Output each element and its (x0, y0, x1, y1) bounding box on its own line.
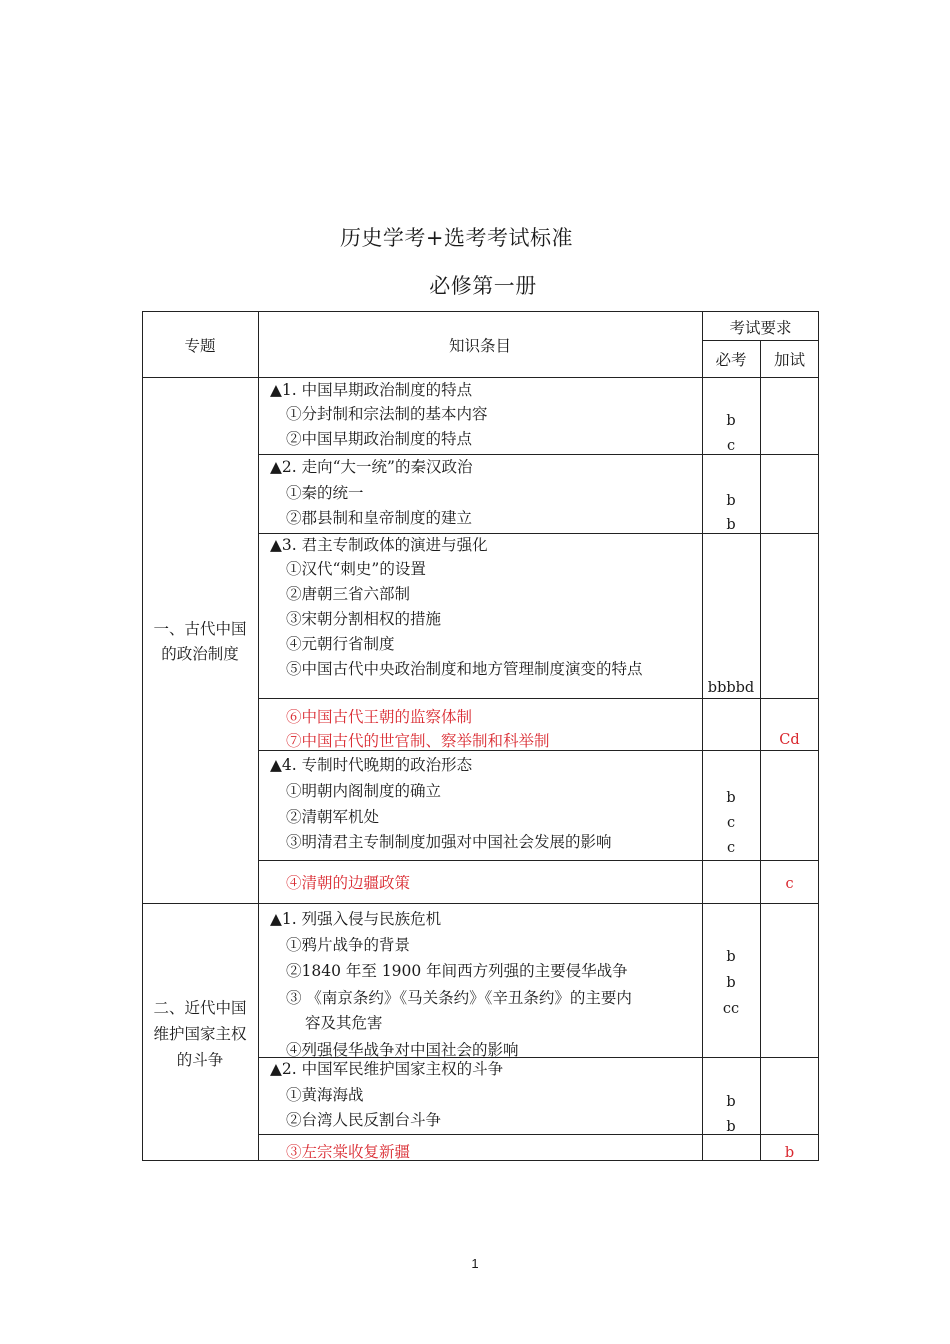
column-divider (760, 340, 761, 1161)
header-bottom (142, 377, 819, 378)
extra-value: Cd (779, 732, 800, 748)
extra-item: ⑦中国古代的世官制、察举制和科举制 (286, 732, 550, 750)
header-requirement: 考试要求 (729, 319, 792, 337)
extra-item: ③左宗棠收复新疆 (286, 1143, 411, 1161)
row-heading: ▲3. 君主专制政体的演进与强化 (270, 536, 488, 554)
page-number: 1 (471, 1256, 479, 1271)
row-item: 容及其危害 (305, 1014, 383, 1032)
section-topic: 的政治制度 (161, 645, 239, 663)
row-item: ①分封制和宗法制的基本内容 (286, 405, 488, 423)
row-item: ③宋朝分割相权的措施 (286, 610, 442, 628)
row-divider (258, 860, 819, 861)
section-topic: 维护国家主权 (153, 1025, 247, 1043)
required-value: b (726, 413, 736, 429)
header-topic: 专题 (184, 337, 216, 355)
row-item: ②1840 年至 1900 年间西方列强的主要侵华战争 (286, 962, 628, 980)
row-item: ②清朝军机处 (286, 808, 380, 826)
row-item: ⑤中国古代中央政治制度和地方管理制度演变的特点 (286, 660, 643, 678)
row-item: ②中国早期政治制度的特点 (286, 430, 473, 448)
row-heading: ▲1. 中国早期政治制度的特点 (270, 381, 473, 399)
row-item: ②台湾人民反割台斗争 (286, 1111, 442, 1129)
row-item: ②郡县制和皇帝制度的建立 (286, 509, 473, 527)
required-value: c (726, 438, 736, 454)
row-item: ①黄海海战 (286, 1086, 364, 1104)
extra-value: c (785, 876, 794, 892)
required-value: b (726, 790, 736, 806)
row-item: ①明朝内阁制度的确立 (286, 782, 442, 800)
row-item: ④列强侵华战争对中国社会的影响 (286, 1041, 519, 1059)
document-title: 历史学考+选考考试标准 (339, 226, 574, 250)
row-item: ①汉代“刺史”的设置 (286, 560, 426, 578)
row-heading: ▲1. 列强入侵与民族危机 (270, 910, 442, 928)
required-value: c (726, 815, 736, 831)
extra-value: b (784, 1145, 795, 1161)
section-topic: 的斗争 (176, 1051, 224, 1069)
extra-item: ④清朝的边疆政策 (286, 874, 411, 892)
table-border-top (142, 311, 819, 312)
required-value: b (726, 1119, 736, 1135)
row-item: ③ 《南京条约》《马关条约》《辛丑条约》的主要内 (286, 989, 632, 1007)
row-item: ①鸦片战争的背景 (286, 936, 411, 954)
required-value: b (726, 517, 736, 533)
row-heading: ▲4. 专制时代晚期的政治形态 (270, 756, 473, 774)
required-value: b (726, 493, 736, 509)
row-item: ④元朝行省制度 (286, 635, 395, 653)
column-divider (258, 311, 259, 1161)
required-value: b (726, 949, 736, 965)
row-heading: ▲2. 走向“大一统”的秦汉政治 (270, 458, 473, 476)
header-required: 必考 (715, 351, 747, 369)
required-value: b (726, 1094, 736, 1110)
header-extra: 加试 (773, 351, 805, 369)
section-divider (142, 903, 819, 904)
extra-item: ⑥中国古代王朝的监察体制 (286, 708, 473, 726)
required-value: cc (722, 1001, 740, 1017)
row-item: ③明清君主专制制度加强对中国社会发展的影响 (286, 833, 612, 851)
required-value: b (726, 975, 736, 991)
section-topic: 一、古代中国 (153, 620, 247, 638)
row-divider (258, 698, 819, 699)
required-value: bbbbd (707, 680, 755, 696)
required-value: c (726, 840, 736, 856)
row-item: ②唐朝三省六部制 (286, 585, 411, 603)
row-item: ①秦的统一 (286, 484, 364, 502)
table-border-bottom (142, 1160, 819, 1161)
row-heading: ▲2. 中国军民维护国家主权的斗争 (270, 1060, 504, 1078)
header-knowledge: 知识条目 (448, 337, 511, 355)
document-subtitle: 必修第一册 (429, 274, 537, 298)
section-topic: 二、近代中国 (153, 999, 247, 1017)
